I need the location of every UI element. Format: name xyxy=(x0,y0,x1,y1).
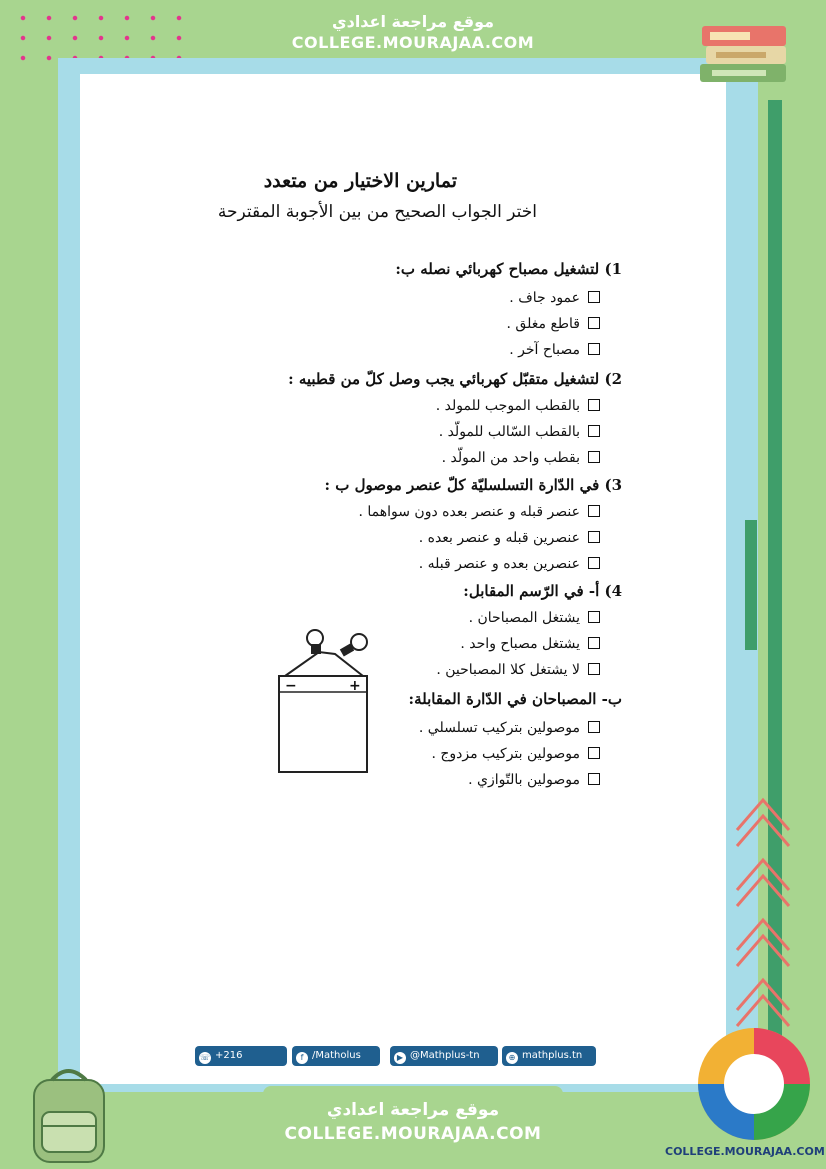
option-2c[interactable]: بقطب واحد من المولّد . xyxy=(200,450,600,466)
contact-web[interactable]: ⊕ mathplus.tn xyxy=(502,1046,596,1066)
books-icon xyxy=(696,12,792,92)
college-logo-icon xyxy=(695,1025,813,1143)
circuit-wire xyxy=(285,652,363,676)
checkbox[interactable] xyxy=(588,399,600,411)
minus-sign: − xyxy=(285,678,297,694)
checkbox[interactable] xyxy=(588,747,600,759)
checkbox[interactable] xyxy=(588,611,600,623)
option-3c[interactable]: عنصرين بعده و عنصر قبله . xyxy=(200,556,600,572)
checkbox[interactable] xyxy=(588,531,600,543)
bulb-1-icon xyxy=(307,630,323,646)
checkbox[interactable] xyxy=(588,425,600,437)
header-banner[interactable] xyxy=(263,8,563,58)
option-3a[interactable]: عنصر قبله و عنصر بعده دون سواهما . xyxy=(200,504,600,520)
facebook-icon: f xyxy=(296,1052,308,1064)
option-4a-3[interactable]: لا يشتغل كلا المصباحين . xyxy=(200,662,600,678)
option-2a[interactable]: بالقطب الموجب للمولد . xyxy=(200,398,600,414)
option-2b[interactable]: بالقطب السّالب للمولّد . xyxy=(200,424,600,440)
circuit-diagram xyxy=(275,620,375,780)
contact-facebook[interactable]: f /Matholus xyxy=(292,1046,380,1066)
checkbox[interactable] xyxy=(588,637,600,649)
logo-text: COLLEGE.MOURAJAA.COM xyxy=(665,1145,825,1158)
option-4a-2[interactable]: يشتغل مصباح واحد . xyxy=(200,636,600,652)
checkbox[interactable] xyxy=(588,557,600,569)
youtube-icon: ▶ xyxy=(394,1052,406,1064)
option-4b-1[interactable]: موصولين بتركيب تسلسلي . xyxy=(200,720,600,736)
checkbox[interactable] xyxy=(588,721,600,733)
worksheet-title: تمارين الاختيار من متعدد xyxy=(263,170,457,192)
worksheet-subtitle: اختر الجواب الصحيح من بين الأجوبة المقترحة xyxy=(217,202,537,222)
contact-youtube[interactable]: ▶ @Mathplus-tn xyxy=(390,1046,498,1066)
question-4a: 4) أ- في الرّسم المقابل: xyxy=(463,582,622,600)
site-url[interactable]: COLLEGE.MOURAJAA.COM xyxy=(291,33,535,52)
web-icon: ⊕ xyxy=(506,1052,518,1064)
option-4a-1[interactable]: يشتغل المصباحان . xyxy=(200,610,600,626)
option-3b[interactable]: عنصرين قبله و عنصر بعده . xyxy=(200,530,600,546)
question-4b: ب- المصباحان في الدّارة المقابلة: xyxy=(408,690,622,708)
checkbox[interactable] xyxy=(588,291,600,303)
backpack-icon xyxy=(20,1060,115,1165)
option-4b-2[interactable]: موصولين بتركيب مزدوج . xyxy=(200,746,600,762)
checkbox[interactable] xyxy=(588,663,600,675)
checkbox[interactable] xyxy=(588,451,600,463)
plus-sign: + xyxy=(349,678,361,694)
question-3: 3) في الدّارة التسلسليّة كلّ عنصر موصول ب : xyxy=(324,476,622,494)
option-1c[interactable]: مصباح آخر . xyxy=(200,342,600,358)
question-1: 1) لتشغيل مصباح كهربائي نصله ب: xyxy=(395,260,622,278)
question-2: 2) لتشغيل متقبّل كهربائي يجب وصل كلّ من قطبيه : xyxy=(288,370,622,388)
footer-banner[interactable] xyxy=(263,1086,563,1156)
checkbox[interactable] xyxy=(588,343,600,355)
checkbox[interactable] xyxy=(588,505,600,517)
site-name-footer: موقع مراجعة اعدادي xyxy=(326,1100,500,1120)
contact-phone[interactable]: ☏ +216 52061249 xyxy=(195,1046,287,1066)
option-1a[interactable]: عمود جاف . xyxy=(200,290,600,306)
site-name: موقع مراجعة اعدادي xyxy=(331,12,495,31)
site-url-footer[interactable]: COLLEGE.MOURAJAA.COM xyxy=(284,1124,542,1144)
chevron-up-icon xyxy=(733,790,793,1060)
option-1b[interactable]: قاطع مغلق . xyxy=(200,316,600,332)
option-4b-3[interactable]: موصولين بالتّوازي . xyxy=(200,772,600,788)
phone-icon: ☏ xyxy=(199,1053,210,1062)
bulb-2-icon xyxy=(351,634,367,650)
worksheet-page xyxy=(80,74,726,1084)
decorative-strip-small xyxy=(745,520,757,650)
checkbox[interactable] xyxy=(588,773,600,785)
checkbox[interactable] xyxy=(588,317,600,329)
